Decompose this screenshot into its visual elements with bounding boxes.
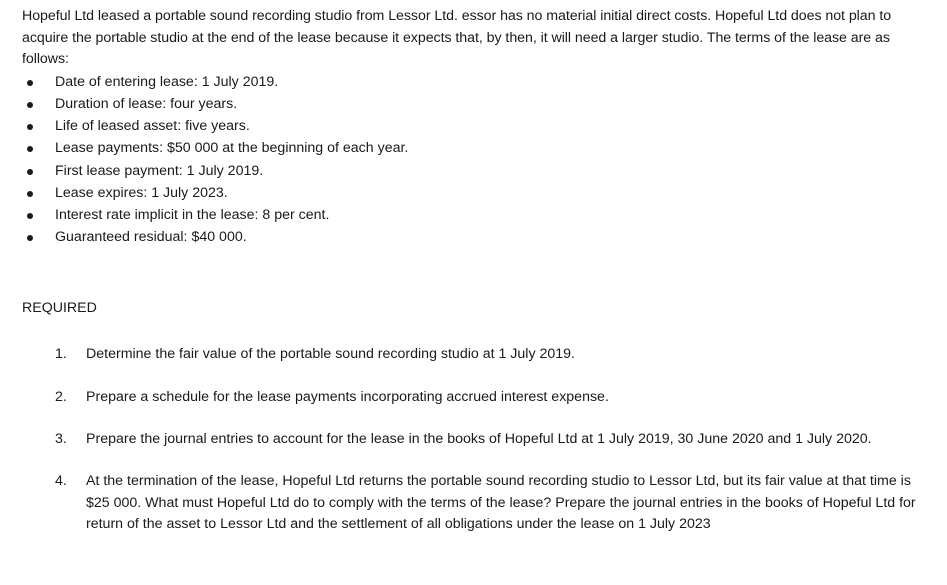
task-text: At the termination of the lease, Hopeful Ltd returns the portable sound recording studio to Lessor Ltd, but its fair value at that time is $25 000. What must Hopeful Ltd do to comply with the terms of the lease? Prepare the journal entries in the books of Hopeful Ltd for return of the asset to Lessor Ltd and the settlement of all obligations under the lease on 1 July 2023 [86,473,916,533]
bullet-icon [27,102,33,108]
list-item [22,387,922,409]
list-item [22,137,922,159]
lease-term-text: Lease expires: 1 July 2023. [55,184,228,201]
required-heading: REQUIRED [22,300,97,317]
list-item [22,204,922,226]
required-tasks-list [22,344,922,536]
task-number: 2. [55,388,67,405]
bullet-icon [27,80,33,86]
bullet-icon [27,124,33,130]
lease-terms-list [22,71,922,249]
lease-term-text: Lease payments: $50 000 at the beginning of each year. [55,140,409,157]
lease-term-text: Duration of lease: four years. [55,95,238,112]
document-body [22,6,922,536]
bullet-icon [27,191,33,197]
list-item [22,93,922,115]
task-text: Determine the fair value of the portable sound recording studio at 1 July 2019. [86,346,575,363]
list-item [22,182,922,204]
lease-term-text: Date of entering lease: 1 July 2019. [55,73,279,90]
bullet-icon [27,235,33,241]
task-number: 1. [55,346,67,363]
list-item [22,226,922,248]
list-item [22,71,922,93]
lease-term-text: First lease payment: 1 July 2019. [55,162,264,179]
task-text: Prepare the journal entries to account for the lease in the books of Hopeful Ltd at 1 July 2019, 30 June 2020 and 1 July 2020. [86,431,872,448]
task-number: 4. [55,473,67,490]
list-item [22,429,922,451]
task-text: Prepare a schedule for the lease payments incorporating accrued interest expense. [86,388,609,405]
bullet-icon [27,213,33,219]
bullet-icon [27,169,33,175]
list-item [22,344,922,366]
lease-term-text: Life of leased asset: five years. [55,118,250,135]
bullet-icon [27,146,33,152]
list-item [22,471,922,536]
lease-term-text: Guaranteed residual: $40 000. [55,229,247,246]
list-item [22,115,922,137]
list-item [22,160,922,182]
lease-term-text: Interest rate implicit in the lease: 8 per cent. [55,206,330,223]
task-number: 3. [55,431,67,448]
intro-paragraph: Hopeful Ltd leased a portable sound recording studio from Lessor Ltd. essor has no material initial direct costs. Hopeful Ltd does not plan to acquire the portable studio at the end of the lease because it expects that, by then, it will need a larger studio. The terms of the lease are as follows: [22,8,892,68]
